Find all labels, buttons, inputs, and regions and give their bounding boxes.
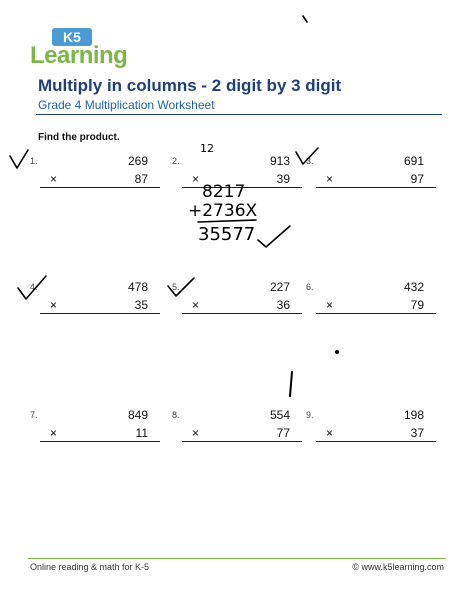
check-mark-icon — [10, 150, 28, 168]
problem-1 — [30, 154, 160, 194]
problem-number: 1. — [30, 156, 38, 166]
problem-number: 2. — [172, 156, 180, 166]
answer-line — [182, 187, 302, 188]
problem-multiplicand: 554 — [269, 408, 290, 422]
answer-line — [40, 187, 160, 188]
problem-multiplicand: 478 — [127, 280, 148, 294]
work-line-2: +2736X — [188, 201, 258, 221]
check-mark-icon — [258, 226, 290, 247]
problem-multiplier: 11 — [135, 426, 148, 440]
problem-multiplier: 39 — [276, 172, 290, 186]
stray-pen-mark — [303, 16, 307, 22]
multiply-sign: × — [50, 172, 58, 186]
problem-3 — [306, 154, 436, 194]
problem-2 — [172, 154, 302, 194]
header-divider — [36, 114, 442, 115]
work-underline — [198, 220, 256, 222]
problem-number: 4. — [30, 282, 38, 292]
multiply-sign: × — [50, 298, 58, 312]
problem-multiplier: 87 — [134, 172, 148, 186]
answer-line — [316, 441, 436, 442]
multiply-sign: × — [326, 426, 334, 440]
answer-line — [40, 313, 160, 314]
problem-multiplier: 35 — [134, 298, 148, 312]
problem-multiplicand: 691 — [403, 154, 424, 168]
worksheet-title: Multiply in columns - 2 digit by 3 digit — [38, 76, 342, 95]
problem-multiplicand: 849 — [127, 408, 148, 422]
problem-number: 7. — [30, 410, 38, 420]
problem-multiplier: 77 — [276, 426, 290, 440]
problem-4 — [30, 280, 160, 320]
k5-logo-wordmark: Learning — [30, 42, 128, 69]
problem-multiplicand: 432 — [403, 280, 424, 294]
problem-number: 8. — [172, 410, 180, 420]
problem-multiplicand: 269 — [127, 154, 148, 168]
work-result: 35577 — [198, 224, 256, 245]
problem-number: 5. — [172, 282, 180, 292]
k5-logo-badge: K5 — [52, 28, 92, 46]
problem-6 — [306, 280, 436, 320]
multiply-sign: × — [192, 172, 200, 186]
footer-website-link[interactable]: © www.k5learning.com — [352, 562, 444, 572]
problem-5 — [172, 280, 302, 320]
multiply-sign: × — [192, 426, 200, 440]
problem-multiplier: 97 — [410, 172, 424, 186]
problem-multiplier: 79 — [410, 298, 424, 312]
answer-line — [40, 441, 160, 442]
problem-number: 6. — [306, 282, 314, 292]
problem-multiplier: 36 — [276, 298, 290, 312]
worksheet-subtitle: Grade 4 Multiplication Worksheet — [38, 98, 215, 112]
answer-line — [182, 441, 302, 442]
instructions: Find the product. — [38, 132, 120, 143]
footer-tagline: Online reading & math for K-5 — [30, 562, 150, 572]
problem-multiplier: 37 — [410, 426, 424, 440]
problem-9 — [306, 408, 436, 448]
problem-8 — [172, 408, 302, 448]
multiply-sign: × — [50, 426, 58, 440]
stray-pen-mark — [290, 372, 292, 396]
problem-7 — [30, 408, 160, 448]
work-line-1: 8217 — [202, 182, 246, 202]
footer-divider — [28, 558, 446, 559]
answer-line — [182, 313, 302, 314]
multiply-sign: × — [192, 298, 200, 312]
problem-multiplicand: 913 — [269, 154, 290, 168]
problem-multiplicand: 198 — [403, 408, 424, 422]
answer-line — [316, 187, 436, 188]
problem-number: 3. — [306, 156, 314, 166]
answer-line — [316, 313, 436, 314]
problem-number: 9. — [306, 410, 314, 420]
multiply-sign: × — [326, 172, 334, 186]
carry-digits: 12 — [200, 142, 214, 155]
multiply-sign: × — [326, 298, 334, 312]
problem-multiplicand: 227 — [269, 280, 290, 294]
stray-pen-dot — [336, 351, 338, 353]
